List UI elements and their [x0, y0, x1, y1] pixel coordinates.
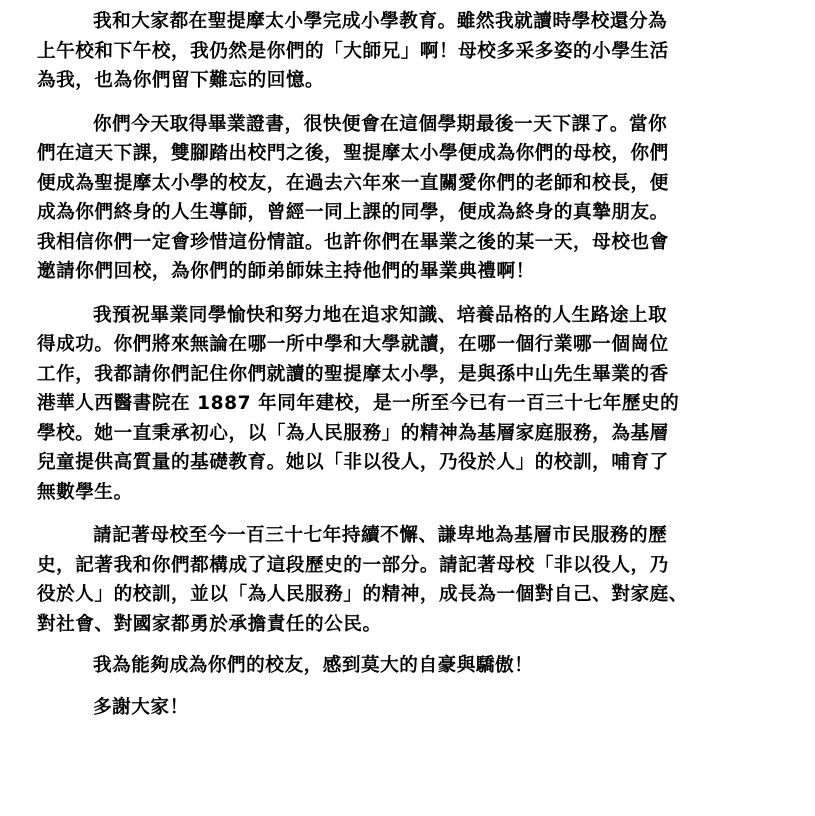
paragraph-6	[37, 693, 801, 723]
paragraph-line: 工作，我都請你們記住你們就讀的聖提摩太小學，是與孫中山先生畢業的香	[37, 363, 669, 385]
paragraph-3	[37, 301, 801, 508]
paragraph-line: 我相信你們一定會珍惜這份情誼。也許你們在畢業之後的某一天，母校也會	[37, 231, 669, 253]
paragraph-line: 學校。她一直秉承初心，以「為人民服務」的精神為基層家庭服務，為基層	[37, 422, 669, 444]
paragraph-2	[37, 110, 801, 287]
paragraph-line: 多謝大家！	[93, 696, 189, 718]
paragraph-line: 役於人」的校訓，並以「為人民服務」的精神，成長為一個對自己、對家庭、	[37, 584, 688, 605]
paragraph-line: 史，記著我和你們都構成了這段歷史的一部分。請記著母校「非以役人，乃	[37, 554, 669, 576]
paragraph-line: 對社會、對國家都勇於承擔責任的公民。	[37, 613, 382, 635]
paragraph-line: 兒童提供高質量的基礎教育。她以「非以役人，乃役於人」的校訓，哺育了	[37, 452, 669, 473]
paragraph-line: 成為你們終身的人生導師，曾經一同上課的同學，便成為終身的真摯朋友。	[37, 202, 669, 223]
paragraph-line: 便成為聖提摩太小學的校友，在過去六年來一直關愛你們的老師和校長，便	[37, 172, 669, 194]
paragraph-line: 們在這天下課，雙腳踏出校門之後，聖提摩太小學便成為你們的母校，你們	[37, 143, 669, 164]
paragraph-line: 我預祝畢業同學愉快和努力地在追求知識、培養品格的人生路途上取	[93, 304, 668, 326]
paragraph-line: 得成功。你們將來無論在哪一所中學和大學就讀，在哪一個行業哪一個崗位	[37, 334, 669, 355]
paragraph-5	[37, 651, 801, 681]
paragraph-line: 請記著母校至今一百三十七年持續不懈、謙卑地為基層市民服務的歷	[93, 525, 668, 546]
paragraph-line: 上午校和下午校，我仍然是你們的「大師兄」啊！母校多采多姿的小學生活	[37, 40, 669, 62]
paragraph-line: 港華人西醫書院在 1887 年同年建校，是一所至今已有一百三十七年歷史的	[37, 393, 680, 414]
paragraph-line: 為我，也為你們留下難忘的回憶。	[37, 70, 325, 91]
paragraph-line: 我和大家都在聖提摩太小學完成小學教育。雖然我就讀時學校還分為	[93, 11, 668, 32]
paragraph-4	[37, 521, 801, 639]
paragraph-line: 你們今天取得畢業證書，很快便會在這個學期最後一天下課了。當你	[93, 113, 668, 135]
paragraph-line: 邀請你們回校，為你們的師弟師妹主持他們的畢業典禮啊！	[37, 261, 535, 282]
paragraph-1	[37, 7, 801, 96]
paragraph-line: 無數學生。	[37, 481, 133, 503]
paragraph-line: 我為能夠成為你們的校友，感到莫大的自豪與驕傲！	[93, 655, 534, 676]
